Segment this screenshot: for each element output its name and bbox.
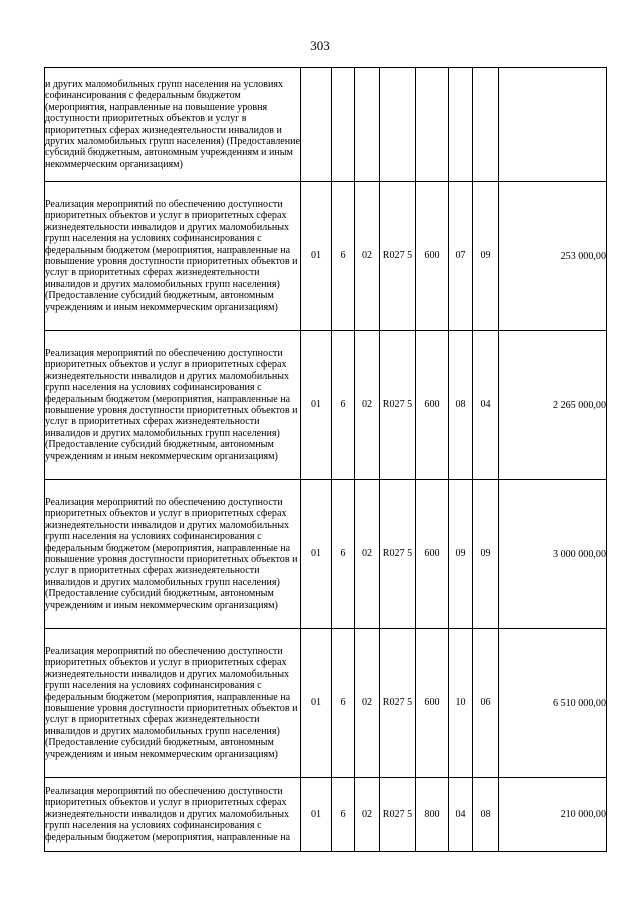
cell-code-4: R027 5 xyxy=(380,778,416,852)
cell-code-1: 01 xyxy=(301,778,332,852)
cell-code-6: 07 xyxy=(449,182,473,331)
cell-code-5 xyxy=(416,68,449,182)
cell-code-3 xyxy=(355,68,380,182)
row-description: Реализация мероприятий по обеспечению доступности приоритетных объектов и услуг в приоритетных сферах жизнедеятельности инвалидов и других маломобильных групп населения на условиях софинансирования с федеральным бюджетом (мероприятия, направленные на повышение уровня доступности приоритетных объектов и услуг в приоритетных сферах жизнедеятельности инвалидов и других маломобильных групп населения) (Предоставление субсидий бюджетным, автономным учреждениям и иным некоммерческим организациям) xyxy=(45,331,301,480)
table-row xyxy=(45,629,607,778)
cell-code-1: 01 xyxy=(301,182,332,331)
cell-code-4: R027 5 xyxy=(380,331,416,480)
cell-code-6: 09 xyxy=(449,480,473,629)
table-row xyxy=(45,331,607,480)
row-description: Реализация мероприятий по обеспечению доступности приоритетных объектов и услуг в приоритетных сферах жизнедеятельности инвалидов и других маломобильных групп населения на условиях софинансирования с федеральным бюджетом (мероприятия, направленные на повышение уровня доступности приоритетных объектов и услуг в приоритетных сферах жизнедеятельности инвалидов и других маломобильных групп населения) (Предоставление субсидий бюджетным, автономным учреждениям и иным некоммерческим организациям) xyxy=(45,629,301,778)
cell-code-5: 600 xyxy=(416,331,449,480)
cell-code-6: 10 xyxy=(449,629,473,778)
cell-code-2: 6 xyxy=(332,182,355,331)
cell-amount: 253 000,00 xyxy=(499,182,607,331)
cell-code-1: 01 xyxy=(301,331,332,480)
cell-code-7: 06 xyxy=(473,629,499,778)
cell-code-5: 800 xyxy=(416,778,449,852)
cell-code-5: 600 xyxy=(416,182,449,331)
cell-code-1: 01 xyxy=(301,629,332,778)
budget-table xyxy=(44,67,607,852)
cell-code-4 xyxy=(380,68,416,182)
cell-code-4: R027 5 xyxy=(380,629,416,778)
cell-code-7: 09 xyxy=(473,182,499,331)
row-description: Реализация мероприятий по обеспечению доступности приоритетных объектов и услуг в приоритетных сферах жизнедеятельности инвалидов и других маломобильных групп населения на условиях софинансирования с федеральным бюджетом (мероприятия, направленные на xyxy=(45,778,301,852)
table-row xyxy=(45,68,607,182)
cell-code-4: R027 5 xyxy=(380,182,416,331)
cell-code-2: 6 xyxy=(332,778,355,852)
cell-code-1 xyxy=(301,68,332,182)
cell-amount: 6 510 000,00 xyxy=(499,629,607,778)
table-row xyxy=(45,182,607,331)
cell-code-7: 08 xyxy=(473,778,499,852)
cell-code-6: 08 xyxy=(449,331,473,480)
cell-code-7: 09 xyxy=(473,480,499,629)
page-number: 303 xyxy=(310,38,330,53)
cell-amount xyxy=(499,68,607,182)
cell-code-2: 6 xyxy=(332,629,355,778)
cell-code-3: 02 xyxy=(355,182,380,331)
cell-code-2: 6 xyxy=(332,480,355,629)
cell-code-3: 02 xyxy=(355,629,380,778)
cell-code-2: 6 xyxy=(332,331,355,480)
cell-code-5: 600 xyxy=(416,480,449,629)
cell-amount: 2 265 000,00 xyxy=(499,331,607,480)
cell-code-6 xyxy=(449,68,473,182)
cell-code-3: 02 xyxy=(355,331,380,480)
cell-code-3: 02 xyxy=(355,480,380,629)
row-description: Реализация мероприятий по обеспечению доступности приоритетных объектов и услуг в приоритетных сферах жизнедеятельности инвалидов и других маломобильных групп населения на условиях софинансирования с федеральным бюджетом (мероприятия, направленные на повышение уровня доступности приоритетных объектов и услуг в приоритетных сферах жизнедеятельности инвалидов и других маломобильных групп населения) (Предоставление субсидий бюджетным, автономным учреждениям и иным некоммерческим организациям) xyxy=(45,480,301,629)
cell-code-4: R027 5 xyxy=(380,480,416,629)
row-description: и других маломобильных групп населения на условиях софинансирования с федеральным бюджетом (мероприятия, направленные на повышение уровня доступности приоритетных объектов и услуг в приоритетных сферах жизнедеятельности инвалидов и других маломобильных групп населения) (Предоставление субсидий бюджетным, автономным учреждениям и иным некоммерческим организациям) xyxy=(45,68,301,182)
row-description: Реализация мероприятий по обеспечению доступности приоритетных объектов и услуг в приоритетных сферах жизнедеятельности инвалидов и других маломобильных групп населения на условиях софинансирования с федеральным бюджетом (мероприятия, направленные на повышение уровня доступности приоритетных объектов и услуг в приоритетных сферах жизнедеятельности инвалидов и других маломобильных групп населения) (Предоставление субсидий бюджетным, автономным учреждениям и иным некоммерческим организациям) xyxy=(45,182,301,331)
cell-code-7 xyxy=(473,68,499,182)
cell-code-7: 04 xyxy=(473,331,499,480)
cell-code-6: 04 xyxy=(449,778,473,852)
cell-amount: 210 000,00 xyxy=(499,778,607,852)
table-row xyxy=(45,778,607,852)
cell-code-1: 01 xyxy=(301,480,332,629)
cell-amount: 3 000 000,00 xyxy=(499,480,607,629)
cell-code-3: 02 xyxy=(355,778,380,852)
table-row xyxy=(45,480,607,629)
cell-code-2 xyxy=(332,68,355,182)
cell-code-5: 600 xyxy=(416,629,449,778)
